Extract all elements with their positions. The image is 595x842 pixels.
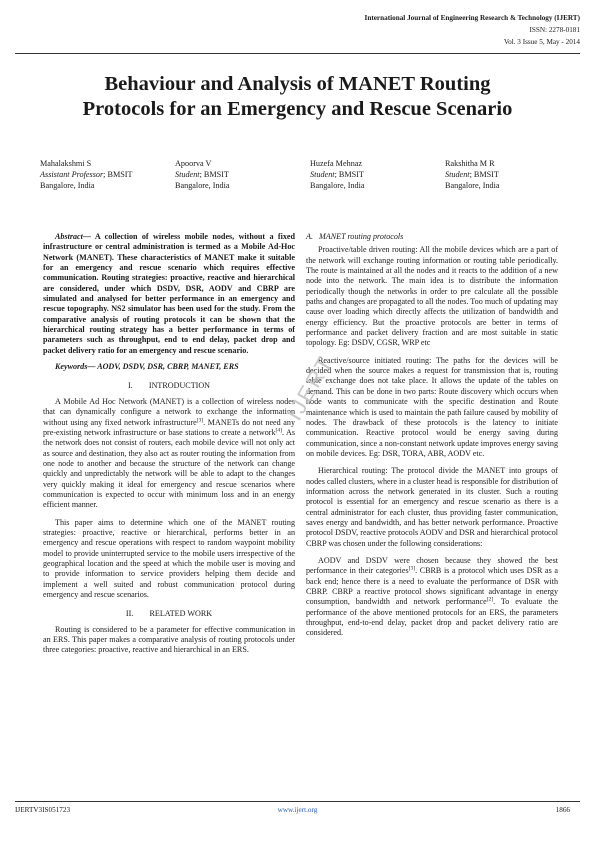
text-run: AODV and DSDV were chosen because they showed the best performance in their categories: [306, 555, 558, 576]
author-affiliation: ; BMSIT: [334, 170, 364, 179]
author-affiliation: ; BMSIT: [199, 170, 229, 179]
author-name: Mahalakshmi S: [40, 159, 92, 168]
right-column: [306, 232, 558, 639]
author-1: [40, 158, 160, 191]
author-role: Student: [175, 170, 200, 179]
journal-name: International Journal of Engineering Research & Technology (IJERT): [364, 14, 580, 22]
footer-rule: [15, 801, 580, 802]
author-role: Student: [310, 170, 335, 179]
text-run: . To evaluate the performance of the above mentioned protocols for an ERS, the parameters throughput, end-to-end delay, packet drop and packet delivery ratio are considered.: [306, 597, 558, 638]
section-heading-related-work: II. RELATED WORK: [125, 609, 213, 619]
author-2: [175, 158, 295, 191]
abstract-lead: Abstract—: [55, 232, 91, 241]
page-number: 1866: [555, 806, 570, 814]
author-location: Bangalore, India: [310, 181, 365, 190]
title-line-1: Behaviour and Analysis of MANET Routing: [104, 73, 491, 95]
author-name: Rakshitha M R: [445, 159, 495, 168]
author-role: Student: [445, 170, 470, 179]
author-affiliation: ; BMSIT: [469, 170, 499, 179]
reactive-paragraph: Reactive/source initiated routing: The paths for the devices will be decided when the source makes a request for transmission that is, routing table exchange does not take place. It allows the update of the tables on demand. This can be done in two parts: Route discovery which occurs when node wants to communicate with the specific destination and Route maintenance which is used to maintain the path failure caused by mobility of nodes. The drawback of these protocols is the latency to initiate communication. Reactive protocol would be energy saving during communication, since a non-constant network update improves energy saving on mobile devices. Eg: DSR, TORA, ABR, AODV etc.: [306, 355, 558, 458]
keywords: Keywords— AODV, DSDV, DSR, CBRP, MANET, ERS: [55, 362, 239, 372]
issn: ISSN: 2278-0181: [529, 26, 580, 34]
protocol-choice-paragraph: [306, 556, 558, 639]
header-rule: [15, 53, 580, 54]
paper-id: IJERTV3IS051723: [15, 806, 71, 814]
abstract-text: A collection of wireless mobile nodes, without a fixed infrastructure or central administration is termed as a Mobile Ad-Hoc Network (MANET). These characteristics of MANET make it suitable for an emergency and rescue scenario which requires effective communication. Routing strategies: proactive, reactive and hierarchical are considered, under which DSDV, DSR, AODV and CBRP are simulated and analysed for better performance in an emergency and rescue topography. NS2 simulator has been used for the study. From the comparative analysis of routing protocols it can be shown that the hierarchical routing strategy has a better performance in terms of parameters such as throughput, end to end delay, packet drop and packet delivery ratio for an emergency and rescue scenario.: [43, 232, 295, 355]
author-role: Assistant Professor: [40, 170, 104, 179]
author-block: [40, 158, 565, 191]
text-run: . CBRB is a protocol which uses DSR as a back end; hence there is a need to evaluate the performance of DSR with CBRP. CBRP a reactive protocol shows significant advantage in energy consumption, bandwidth and network performance: [306, 566, 558, 607]
paper-title: [30, 72, 565, 122]
citation: [3]: [408, 565, 416, 572]
journal-header: [365, 12, 580, 48]
author-location: Bangalore, India: [445, 181, 500, 190]
subsection-heading-manet-routing: A. MANET routing protocols: [306, 232, 404, 241]
title-line-2: Protocols for an Emergency and Rescue Scenario: [82, 98, 513, 120]
text-run: . MANETs do not need any pre-existing network infrastructure or base stations to create a network: [43, 417, 295, 437]
text-run: . As the network does not consist of routers, each mobile device will not only act as source and destination, they also act as router routing the information from one node to another and because the structure of the network can change quickly and unpredictably the network will be able to adapt to the changes very quickly making it ideal for emergency and rescue scenarios where communication is expected to occur with minimum loss and in an energy efficient manner.: [43, 427, 295, 510]
journal-url-link[interactable]: www.ijert.org: [277, 806, 318, 814]
citation: [2]: [486, 596, 494, 603]
author-name: Huzefa Mehnaz: [310, 159, 363, 168]
author-location: Bangalore, India: [175, 181, 230, 190]
author-location: Bangalore, India: [40, 181, 95, 190]
citation: [4]: [275, 427, 282, 434]
proactive-paragraph: Proactive/table driven routing: All the mobile devices which are a part of the network will exchange routing information or routing table periodically. The route is maintained at all the nodes and it reacts to the addition of a new node into the network. The main idea is to distribute the information periodically though the networks in order to pre calculate all the possible paths and changes are propagated to all the nodes. Too much of updating may cause over loading which directly affects the utilization of bandwidth and energy efficiency. But the proactive protocols are better in terms of performance and packet delivery fraction and are most suitable in static topology. Eg: DSDV, CGSR, WRP etc: [306, 245, 558, 348]
author-3: [310, 158, 430, 191]
related-paragraph-1: Routing is considered to be a parameter for effective communication in an ERS. This paper makes a comparative analysis of routing protocols under three categories: proactive, reactive and hierarchical in an ERS.: [43, 624, 295, 655]
text-run: A Mobile Ad Hoc Network (MANET) is a collection of wireless nodes that can dynamically configure a network to exchange the information without using any fixed network infrastructure: [43, 396, 295, 427]
section-heading-introduction: I. INTRODUCTION: [127, 381, 211, 391]
watermark: IJERT: [281, 350, 339, 425]
author-name: Apoorva V: [175, 159, 212, 168]
hierarchical-paragraph: Hierarchical routing: The protocol divide the MANET into groups of nodes called clusters, where in a cluster head is responsible for distribution of information across the network generated in its cluster. Such a routing protocol is essential for an emergency and rescue scenario as there is a central administrator for each cluster, thus providing faster communication, saves energy and bandwidth, and has better network performance. Proactive protocol DSDV, reactive protocols AODV and DSR and hierarchical protocol CBRP was chosen under the following considerations:: [306, 466, 558, 548]
author-4: [445, 158, 565, 191]
intro-paragraph-2: This paper aims to determine which one of the MANET routing strategies: proactive, reactive or hierarchical, performs better in an emergency and rescue operations with respect to random waypoint mobility model to provide uninterrupted service to the mobile users irrespective of the geographical location and the speed at which the mobile user is moving and to provide information to service providers helping them decide and implement a well suited and robust communication protocol during emergency and rescue scenarios.: [43, 517, 295, 599]
citation: [3]: [196, 416, 204, 423]
intro-paragraph-1: [43, 397, 295, 511]
abstract: [43, 232, 295, 356]
author-affiliation: ; BMSIT: [103, 170, 133, 179]
volume-issue: Vol. 3 Issue 5, May - 2014: [503, 38, 580, 46]
left-column: [43, 232, 295, 656]
